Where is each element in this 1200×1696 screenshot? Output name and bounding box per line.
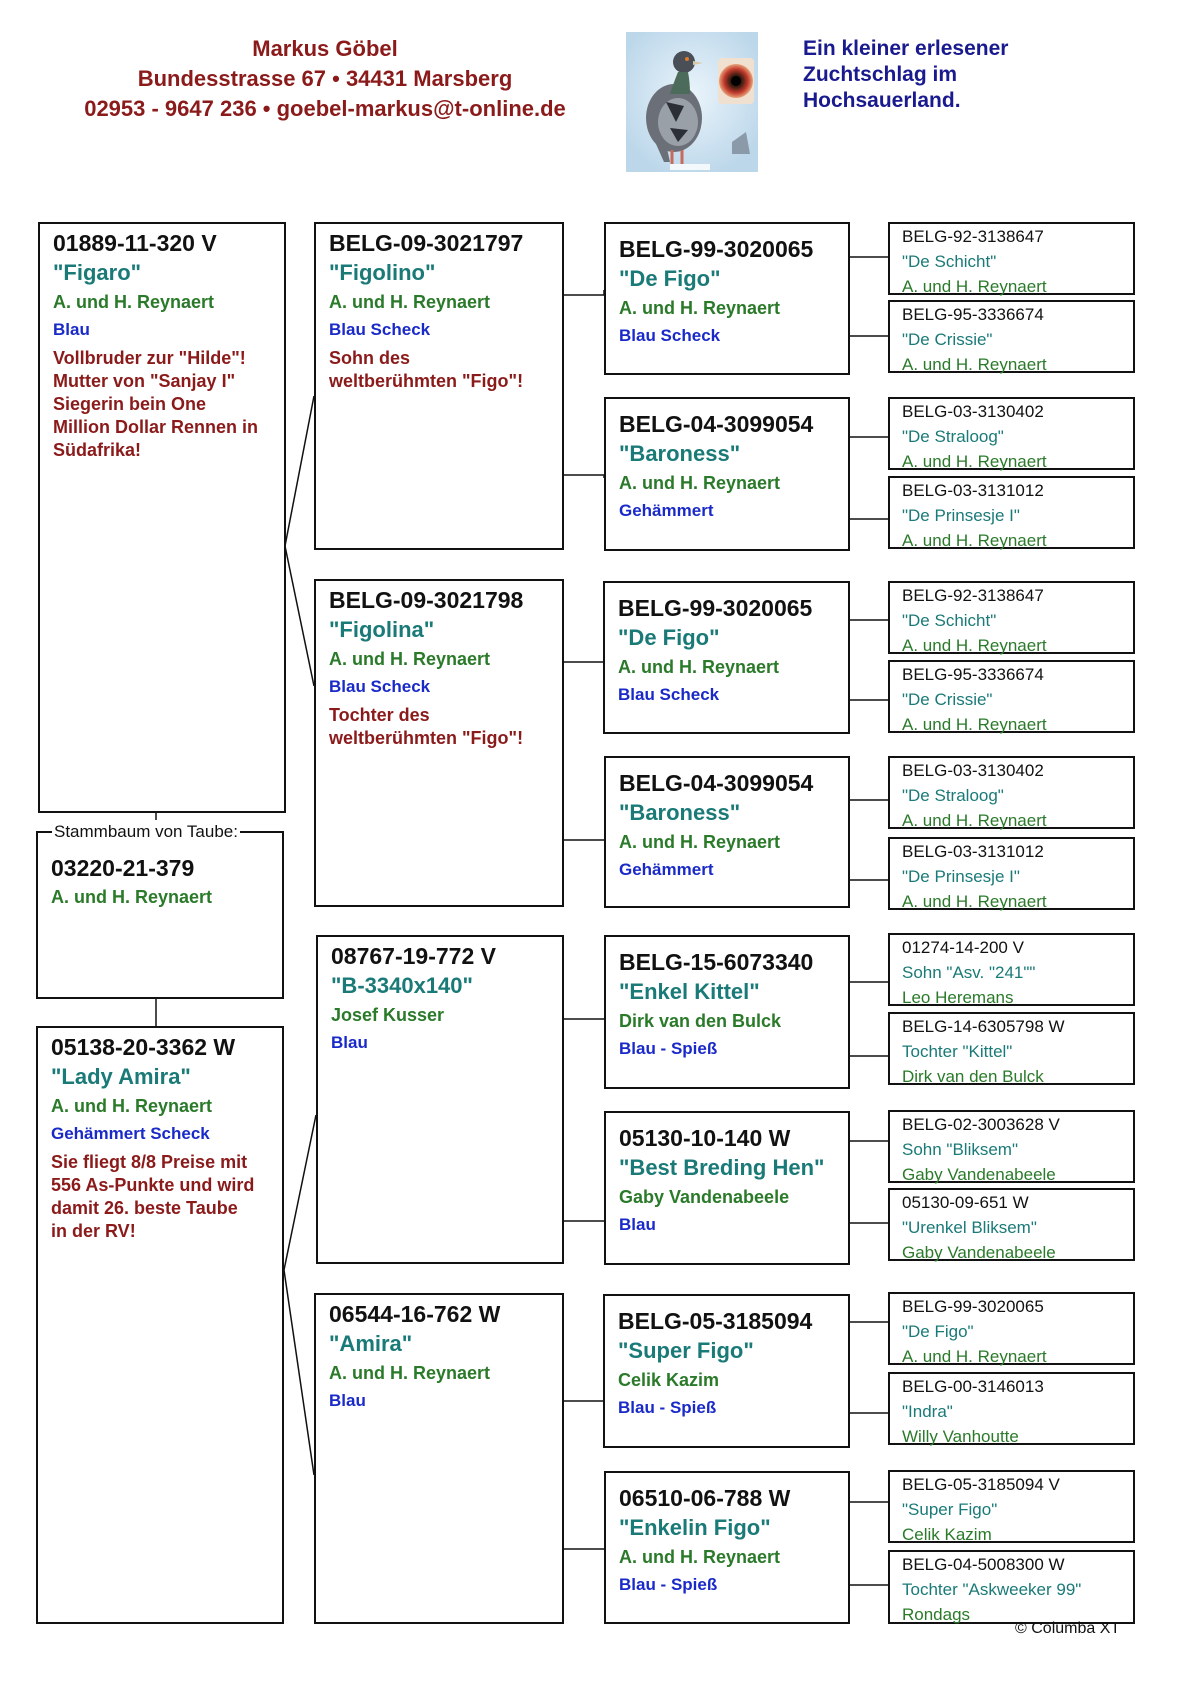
pigeon-name: "Indra" <box>902 1402 953 1421</box>
ancestor-card <box>888 933 1135 1006</box>
remark: Sie fliegt 8/8 Preise mit 556 As-Punkte und wird damit 26. beste Taube in der RV! <box>51 1152 255 1241</box>
ancestor-card <box>888 397 1135 470</box>
slogan-line: Ein kleiner erlesener <box>803 37 1009 60</box>
breeder-name: A. und H. Reynaert <box>329 1363 491 1383</box>
breeder-name: Willy Vanhoutte <box>902 1427 1019 1446</box>
pigeon-name: "De Crissie" <box>902 330 993 349</box>
pigeon-name: "De Figo" <box>618 625 720 650</box>
ancestor-card <box>888 476 1135 549</box>
ring-number: BELG-03-3130402 <box>902 761 1044 780</box>
breeder-name: A. und H. Reynaert <box>902 636 1047 655</box>
breeder-name: A. und H. Reynaert <box>902 531 1047 550</box>
ancestor-card <box>888 1372 1135 1445</box>
slogan-line: Hochsauerland. <box>803 89 961 112</box>
plumage-color: Blau <box>329 1391 366 1410</box>
pigeon-name: "De Crissie" <box>902 690 993 709</box>
plumage-color: Gehämmert Scheck <box>51 1124 210 1143</box>
ring-number: BELG-09-3021798 <box>329 587 524 613</box>
breeder-name: A. und H. Reynaert <box>619 1547 781 1567</box>
ring-number: BELG-99-3020065 <box>902 1297 1044 1316</box>
great-grandparent-card <box>604 935 850 1089</box>
great-grandparent-card <box>604 1111 850 1265</box>
breeder-name: A. und H. Reynaert <box>329 292 491 312</box>
breeder-name: Leo Heremans <box>902 988 1014 1007</box>
ring-number: 06544-16-762 W <box>329 1301 501 1327</box>
ancestor-card <box>888 1292 1135 1365</box>
owner-name: Markus Göbel <box>252 36 398 61</box>
breeder-name: A. und H. Reynaert <box>619 298 781 318</box>
pigeon-name: "Enkel Kittel" <box>619 979 760 1004</box>
great-grandparent-card <box>604 397 850 551</box>
owner-address: Bundesstrasse 67 • 34431 Marsberg <box>137 66 513 91</box>
breeder-name: A. und H. Reynaert <box>329 649 491 669</box>
breeder-name: Celik Kazim <box>902 1525 992 1544</box>
great-grandparent-card <box>604 756 850 908</box>
sire-card <box>38 222 286 813</box>
pigeon-name: Tochter "Kittel" <box>902 1042 1013 1061</box>
ancestor-card <box>888 1550 1135 1624</box>
breeder-name: A. und H. Reynaert <box>902 715 1047 734</box>
breeder-name: Rondags <box>902 1605 971 1624</box>
ring-number: BELG-92-3138647 <box>902 586 1044 605</box>
ring-number: BELG-04-5008300 W <box>902 1555 1065 1574</box>
ring-number: 01274-14-200 V <box>902 938 1024 957</box>
ring-number: BELG-03-3130402 <box>902 402 1044 421</box>
ring-number: 05130-10-140 W <box>619 1125 791 1151</box>
ancestor-card <box>888 756 1135 829</box>
subject-breeder: A. und H. Reynaert <box>51 887 213 907</box>
breeder-name: A. und H. Reynaert <box>619 832 781 852</box>
plumage-color: Blau - Spieß <box>619 1575 718 1594</box>
ring-number: BELG-00-3146013 <box>902 1377 1044 1396</box>
pigeon-name: "Baroness" <box>619 800 741 825</box>
ancestor-card <box>888 300 1135 373</box>
ring-number: BELG-04-3099054 <box>619 770 814 796</box>
pigeon-name: "Super Figo" <box>618 1338 754 1363</box>
breeder-name: Celik Kazim <box>618 1370 720 1390</box>
breeder-name: A. und H. Reynaert <box>902 811 1047 830</box>
pigeon-name: "Baroness" <box>619 441 741 466</box>
great-grandparent-card <box>604 1471 850 1624</box>
remark: Tochter des weltberühmten "Figo"! <box>329 705 524 748</box>
ring-number: BELG-99-3020065 <box>618 595 813 621</box>
ring-number: BELG-95-3336674 <box>902 305 1044 324</box>
grandparent-card <box>314 222 564 550</box>
ring-number: 01889-11-320 V <box>53 230 217 256</box>
pigeon-name: "Best Breding Hen" <box>619 1155 825 1180</box>
slogan-line: Zuchtschlag im <box>803 63 958 86</box>
pigeon-name: "Figolino" <box>329 260 436 285</box>
remark: Sohn des weltberühmten "Figo"! <box>329 348 524 391</box>
grandparent-card <box>314 579 564 907</box>
ancestor-card <box>888 1110 1135 1183</box>
grandparent-card <box>314 1293 564 1624</box>
great-grandparent-card <box>603 581 850 734</box>
ring-number: 05138-20-3362 W <box>51 1034 236 1060</box>
ring-number: BELG-05-3185094 <box>618 1308 813 1334</box>
pigeon-name: "De Figo" <box>619 266 721 291</box>
ring-number: BELG-04-3099054 <box>619 411 814 437</box>
ring-number: BELG-15-6073340 <box>619 949 814 975</box>
breeder-name: A. und H. Reynaert <box>902 355 1047 374</box>
ring-number: BELG-09-3021797 <box>329 230 524 256</box>
breeder-name: Gaby Vandenabeele <box>619 1187 790 1207</box>
breeder-name: A. und H. Reynaert <box>902 277 1047 296</box>
plumage-color: Blau <box>331 1033 368 1052</box>
pigeon-name: "Enkelin Figo" <box>619 1515 771 1540</box>
subject-ring: 03220-21-379 <box>51 855 195 881</box>
pigeon-name: "De Prinsesje I" <box>902 506 1020 525</box>
great-grandparent-card <box>603 1294 850 1448</box>
pigeon-name: Sohn "Asv. "241"" <box>902 963 1036 982</box>
breeder-name: Josef Kusser <box>331 1005 445 1025</box>
plumage-color: Blau Scheck <box>619 326 721 345</box>
ring-number: BELG-95-3336674 <box>902 665 1044 684</box>
ancestor-card <box>888 1470 1135 1543</box>
subject-caption: Stammbaum von Taube: <box>52 820 240 844</box>
copyright: © Columba XT <box>1015 1620 1121 1637</box>
ring-number: BELG-14-6305798 W <box>902 1017 1065 1036</box>
pigeon-name: "De Figo" <box>902 1322 974 1341</box>
ring-number: BELG-05-3185094 V <box>902 1475 1060 1494</box>
plumage-color: Blau Scheck <box>329 320 431 339</box>
plumage-color: Blau Scheck <box>329 677 431 696</box>
breeder-name: A. und H. Reynaert <box>902 452 1047 471</box>
owner-contact: 02953 - 9647 236 • goebel-markus@t-online.de <box>84 96 566 121</box>
pigeon-name: "De Schicht" <box>902 611 997 630</box>
ring-number: BELG-03-3131012 <box>902 842 1044 861</box>
pigeon-name: "Super Figo" <box>902 1500 998 1519</box>
plumage-color: Gehämmert <box>619 860 714 879</box>
plumage-color: Blau - Spieß <box>619 1039 718 1058</box>
pigeon-name: "De Schicht" <box>902 252 997 271</box>
plumage-color: Gehämmert <box>619 501 714 520</box>
ancestor-card <box>888 222 1135 295</box>
ancestor-card <box>888 1012 1135 1085</box>
pigeon-name: "Amira" <box>329 1331 413 1356</box>
breeder-name: A. und H. Reynaert <box>902 892 1047 911</box>
ring-number: 06510-06-788 W <box>619 1485 791 1511</box>
ring-number: BELG-92-3138647 <box>902 227 1044 246</box>
breeder-name: A. und H. Reynaert <box>53 292 215 312</box>
ancestor-card <box>888 660 1135 733</box>
ring-number: 05130-09-651 W <box>902 1193 1029 1212</box>
ancestor-card <box>888 581 1135 654</box>
ring-number: BELG-99-3020065 <box>619 236 814 262</box>
pigeon-name: "De Straloog" <box>902 427 1004 446</box>
ring-number: BELG-03-3131012 <box>902 481 1044 500</box>
pigeon-name: "Figolina" <box>329 617 435 642</box>
ring-number: 08767-19-772 V <box>331 943 496 969</box>
plumage-color: Blau - Spieß <box>618 1398 717 1417</box>
pigeon-name: "De Straloog" <box>902 786 1004 805</box>
grandparent-card <box>316 935 564 1264</box>
pigeon-name: "B-3340x140" <box>331 973 473 998</box>
pigeon-name: Sohn "Bliksem" <box>902 1140 1019 1159</box>
great-grandparent-card <box>604 222 850 375</box>
breeder-name: Gaby Vandenabeele <box>902 1165 1056 1184</box>
plumage-color: Blau <box>619 1215 656 1234</box>
ring-number: BELG-02-3003628 V <box>902 1115 1060 1134</box>
pigeon-name: "Figaro" <box>53 260 142 285</box>
subject-card <box>36 822 284 999</box>
pigeon-name: "De Prinsesje I" <box>902 867 1020 886</box>
ancestor-card <box>888 1188 1135 1261</box>
breeder-name: A. und H. Reynaert <box>902 1347 1047 1366</box>
breeder-name: Dirk van den Bulck <box>619 1011 782 1031</box>
pigeon-name: "Lady Amira" <box>51 1064 191 1089</box>
breeder-name: A. und H. Reynaert <box>51 1096 213 1116</box>
breeder-name: Dirk van den Bulck <box>902 1067 1044 1086</box>
plumage-color: Blau Scheck <box>618 685 720 704</box>
dam-card <box>36 1026 284 1624</box>
pigeon-name: Tochter "Askweeker 99" <box>902 1580 1082 1599</box>
pigeon-name: "Urenkel Bliksem" <box>902 1218 1037 1237</box>
ancestor-card <box>888 837 1135 910</box>
breeder-name: A. und H. Reynaert <box>618 657 780 677</box>
breeder-name: Gaby Vandenabeele <box>902 1243 1056 1262</box>
remark: Vollbruder zur "Hilde"! Mutter von "Sanjay I" Siegerin bein One Million Dollar Rennen in Südafrika! <box>53 348 259 460</box>
plumage-color: Blau <box>53 320 90 339</box>
breeder-name: A. und H. Reynaert <box>619 473 781 493</box>
